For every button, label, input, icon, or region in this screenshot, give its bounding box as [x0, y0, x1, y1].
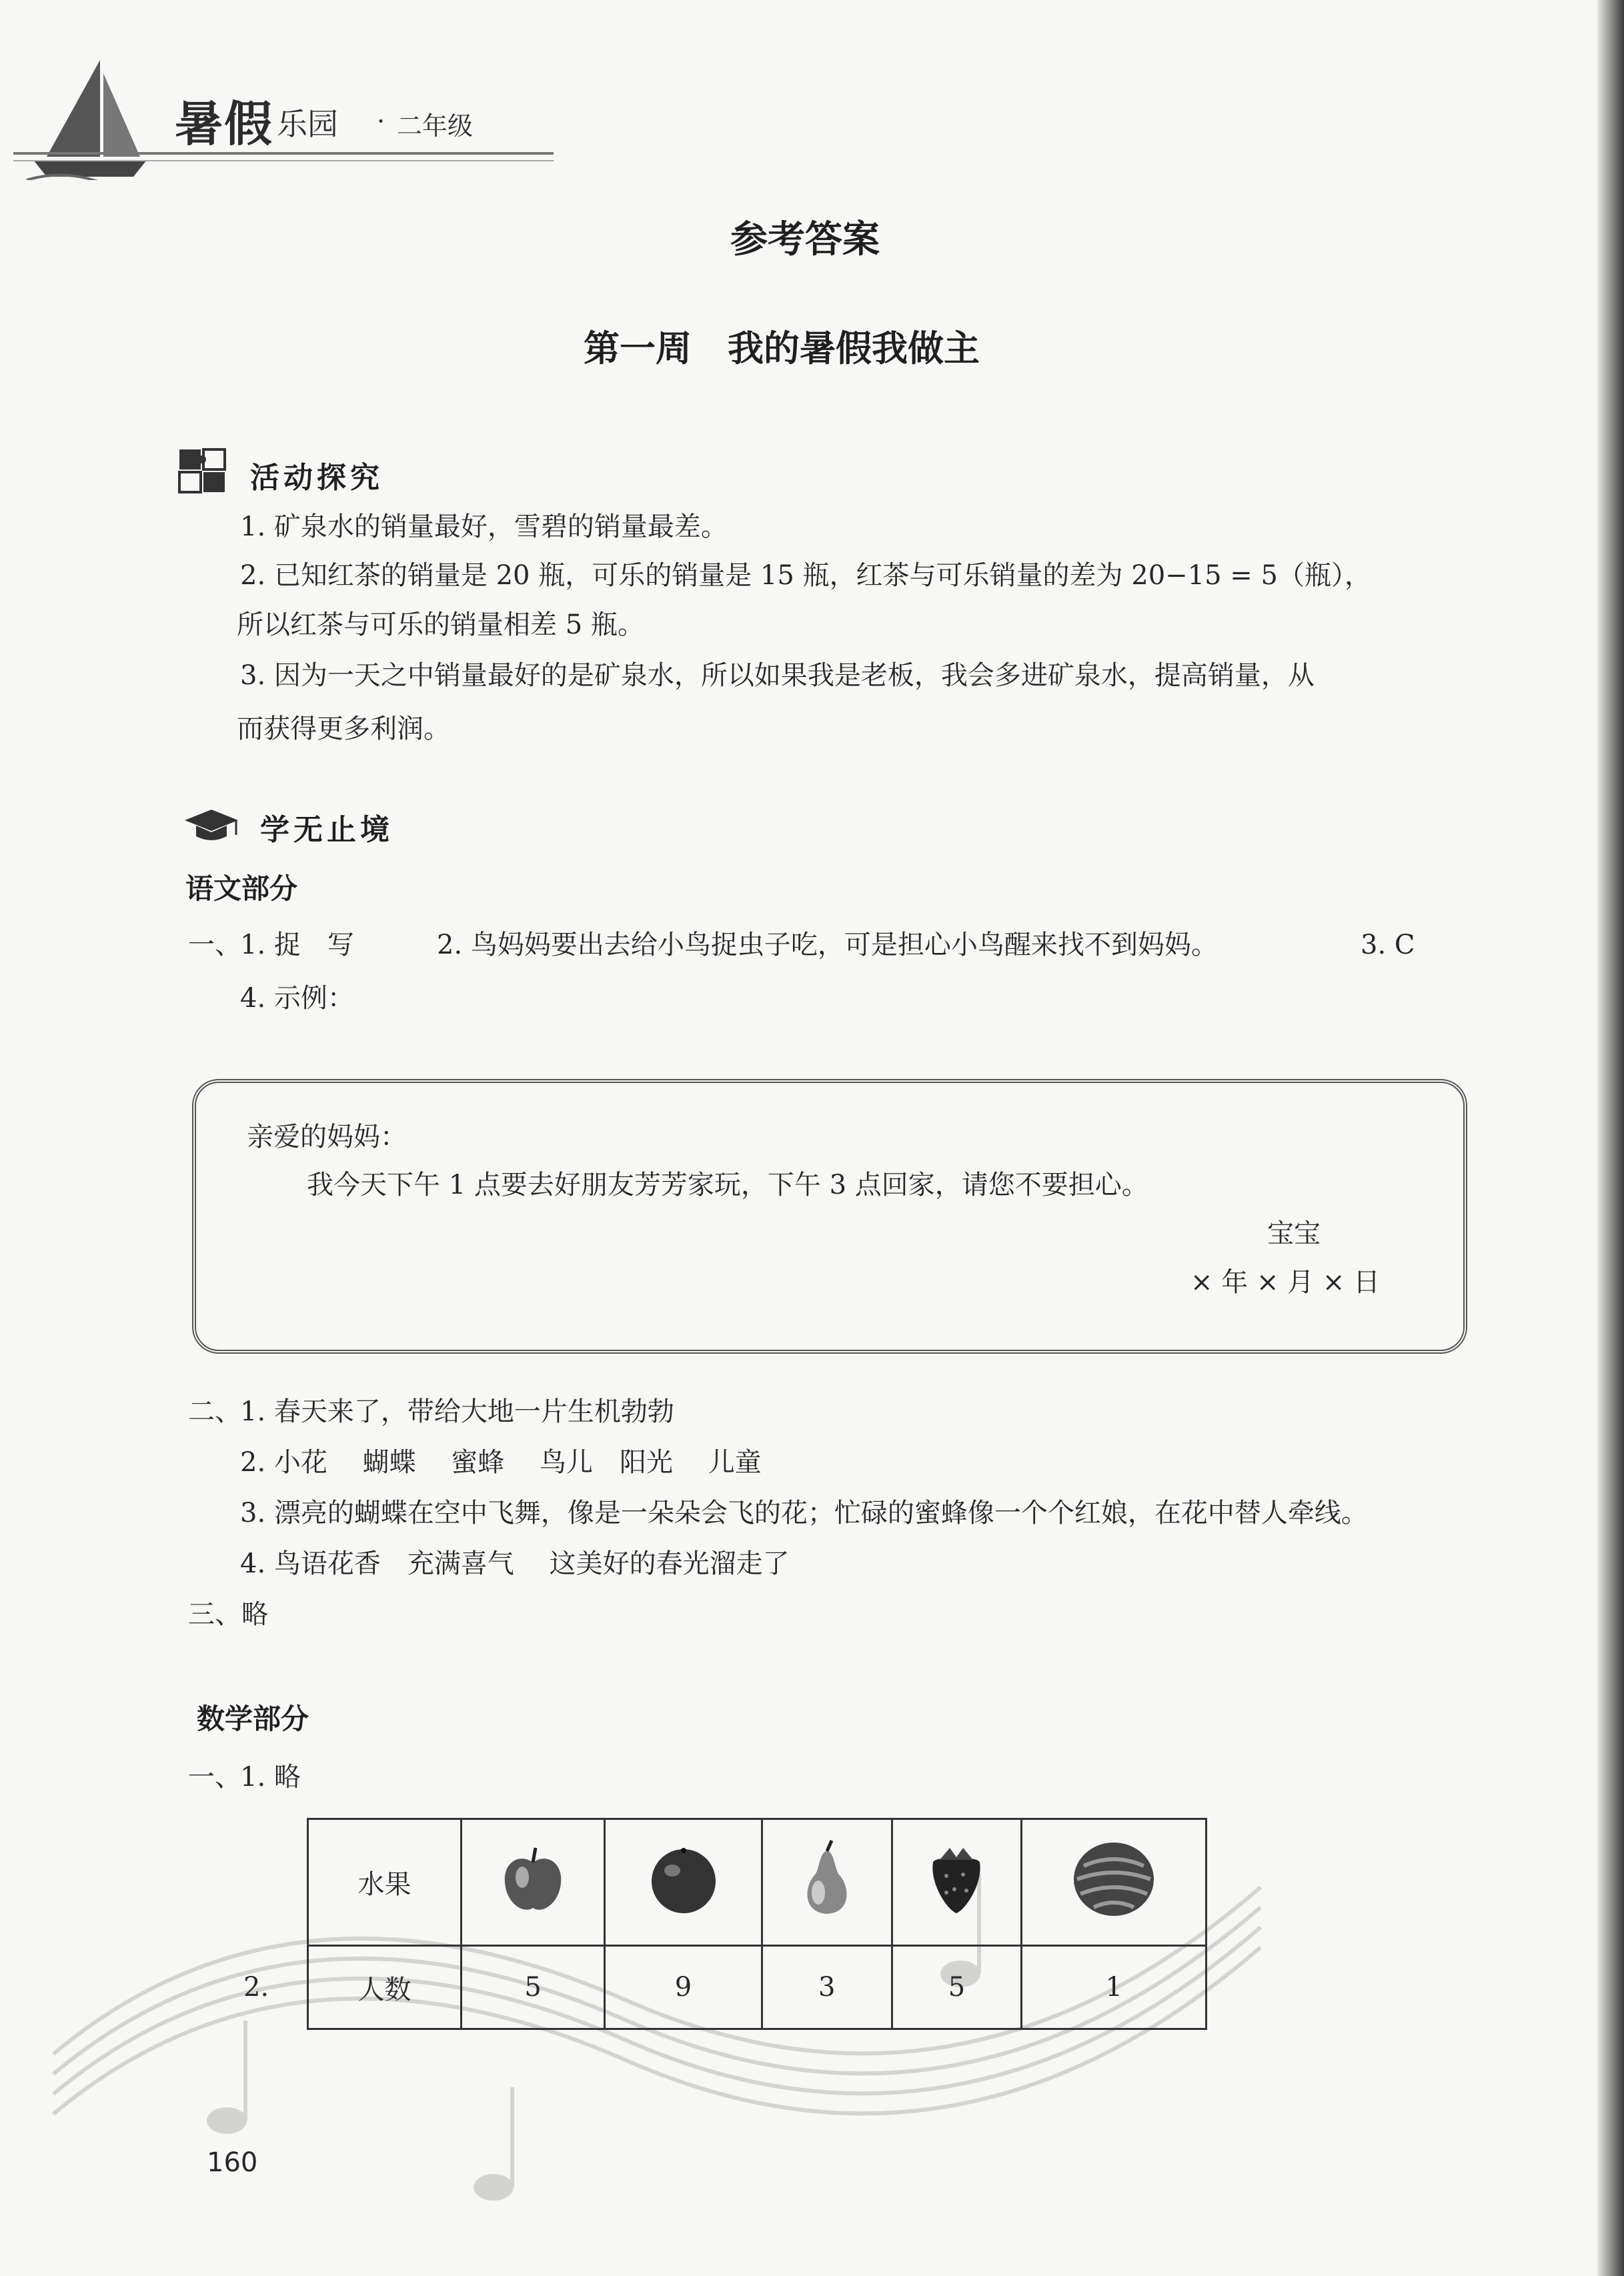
- table-cell-count: 5: [892, 1946, 1022, 2029]
- header-grade: 二年级: [397, 111, 474, 141]
- part3: 三、略: [188, 1599, 268, 1630]
- table-cell-count: 3: [762, 1946, 892, 2029]
- header-rule: [13, 152, 554, 155]
- part1-q2: 2. 鸟妈妈要出去给小鸟捉虫子吃，可是担心小鸟醒来找不到妈妈。: [437, 930, 1218, 960]
- activity-line-5: 而获得更多利润。: [237, 714, 450, 744]
- part2-line-2: 2. 小花 蝴蝶 蜜蜂 鸟儿 阳光 儿童: [240, 1447, 762, 1478]
- table-row-fruit: [308, 1819, 1206, 1946]
- watermelon-icon: [1070, 1839, 1157, 1919]
- page-number: 160: [207, 2147, 258, 2178]
- activity-line-2: 2. 已知红茶的销量是 20 瓶，可乐的销量是 15 瓶，红茶与可乐销量的差为 20−15 = 5（瓶），: [240, 560, 1371, 591]
- letter-body: 我今天下午 1 点要去好朋友芳芳家玩，下午 3 点回家，请您不要担心。: [307, 1170, 1148, 1200]
- table-cell-watermelon: [1022, 1819, 1206, 1946]
- table-cell-count: 9: [605, 1946, 762, 2029]
- part1-q3: 3. C: [1361, 930, 1415, 960]
- table-cell-orange: [605, 1819, 762, 1946]
- table-cell-strawberry: [892, 1819, 1022, 1946]
- activity-line-1: 1. 矿泉水的销量最好，雪碧的销量最差。: [240, 511, 728, 542]
- math-q1: 1. 略: [240, 1762, 301, 1793]
- part2-line-1: 1. 春天来了，带给大地一片生机勃勃: [240, 1396, 674, 1427]
- table-header-fruit: 水果: [308, 1819, 462, 1946]
- table-cell-count: 5: [462, 1946, 605, 2029]
- activity-line-4: 3. 因为一天之中销量最好的是矿泉水，所以如果我是老板，我会多进矿泉水，提高销量，从: [240, 660, 1315, 691]
- table-header-count: 人数: [308, 1946, 462, 2029]
- part2-line-3: 3. 漂亮的蝴蝶在空中飞舞，像是一朵朵会飞的花；忙碌的蜜蜂像一个个红娘，在花中替人牵线。: [240, 1498, 1368, 1528]
- week-title: 第一周 我的暑假我做主: [584, 327, 980, 369]
- math-section-title: 数学部分: [197, 1702, 309, 1735]
- header-subtitle: 乐园: [277, 106, 338, 142]
- part1-q1: 1. 捉 写: [240, 930, 354, 960]
- pear-icon: [797, 1839, 857, 1919]
- letter-signature: 宝宝: [1267, 1218, 1321, 1249]
- puzzle-icon: [177, 447, 229, 495]
- table-row-count: [308, 1946, 1206, 2029]
- activity-title: 活动探究: [250, 461, 383, 495]
- table-cell-apple: [462, 1819, 605, 1946]
- fruit-table: [307, 1818, 1207, 2030]
- table-cell-pear: [762, 1819, 892, 1946]
- chinese-section-title: 语文部分: [185, 872, 298, 905]
- math-q2: 2.: [243, 1972, 269, 2003]
- part2-prefix: 二、: [188, 1396, 241, 1427]
- table-cell-count: 1: [1022, 1946, 1206, 2029]
- letter-date: × 年 × 月 × 日: [1190, 1267, 1381, 1298]
- activity-line-3: 所以红茶与可乐的销量相差 5 瓶。: [237, 610, 644, 640]
- letter-greeting: 亲爱的妈妈：: [247, 1122, 407, 1152]
- part2-line-4: 4. 鸟语花香 充满喜气 这美好的春光溜走了: [240, 1548, 790, 1579]
- header-title: 暑假: [175, 95, 274, 152]
- strawberry-icon: [926, 1843, 986, 1916]
- math-part1-prefix: 一、: [188, 1762, 241, 1793]
- graduation-cap-icon: [181, 806, 241, 846]
- part1-prefix: 一、: [188, 930, 241, 960]
- study-title: 学无止境: [260, 813, 393, 847]
- header-dot: ·: [377, 107, 385, 136]
- orange-icon: [647, 1843, 720, 1916]
- apple-icon: [500, 1843, 566, 1916]
- part1-q4: 4. 示例：: [240, 983, 354, 1014]
- header-rule-2: [13, 160, 554, 161]
- page-edge-shadow: [1597, 0, 1624, 2276]
- page-title: 参考答案: [730, 218, 880, 261]
